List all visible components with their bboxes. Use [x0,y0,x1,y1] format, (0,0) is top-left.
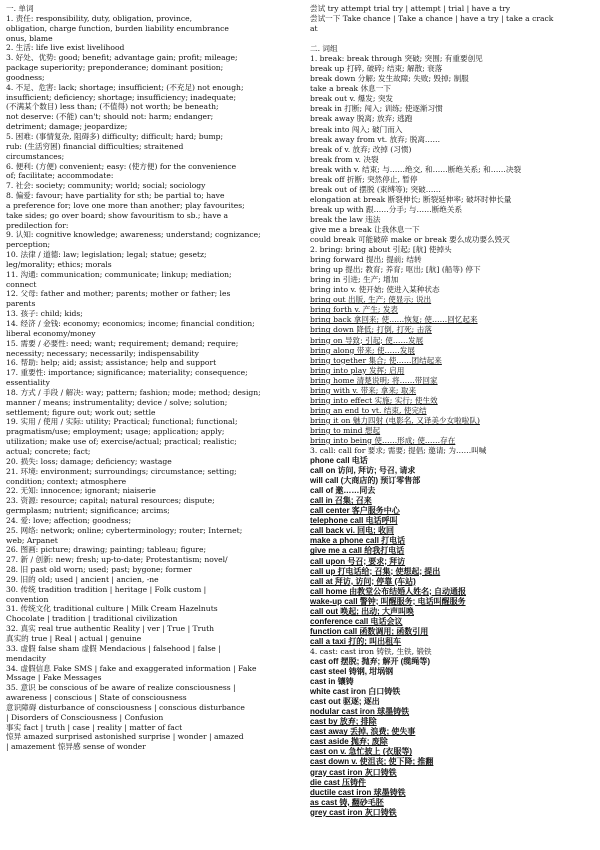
vocabulary-line: of; facilitate; accommodate: [6,171,114,181]
vocabulary-line: take sides; go over board; show favouritism to sb.; have a [6,210,229,220]
phrase-line: break off 折断; 突然停止, 暂停 [310,174,418,184]
phrase-line: cast steel 铸钢, 坩埚钢 [310,667,394,677]
vocabulary-line: 13. 孩子: child; kids; [6,309,83,319]
vocabulary-line: Mssage | Fake Messages [6,673,102,683]
phrase-line: bring in 引进; 生产; 增加 [310,275,399,285]
phrase-line: call a taxi 打的; 叫出租车 [310,636,402,646]
vocabulary-line: insufficient; deficiency; shortage; insufficiency; inadequate; [6,92,237,102]
phrase-line: 尝试 try attempt trial try | attempt | trial | have a try [310,4,511,13]
phrase-line: bring with v. 带来; 拿来; 取来 [310,385,417,395]
phrase-line: 二. 词组 [310,44,338,54]
vocabulary-line: liberal economy/money [6,328,96,338]
vocabulary-line: 意识障碍 disturbance of consciousness | conscious disturbance [6,702,245,712]
phrase-line: bring it on 魅力四射 (电影名, 又译美少女啦啦队) [310,415,480,425]
phrase-line: bring on 导致; 引起; 使……发展 [310,335,424,345]
vocabulary-line: 16. 帮助: help; aid; assist; assistance; help and support [6,358,217,368]
phrase-line: bring into v. 使开始; 使进入某种状态 [310,285,440,295]
vocabulary-line: 6. 便利: (方便) convenient; easy: (使方便) for the convenience [6,161,237,171]
phrase-line: telephone call 电话呼叫 [310,516,398,526]
phrase-line: break up with 跟……分手; 与……断绝关系 [310,204,463,214]
vocabulary-line: 2. 生活: life live exist livelihood [6,43,125,53]
phrase-line: could break 可能破碎 make or break 要么成功要么毁灭 [310,235,510,245]
vocabulary-line: 一. 单词 [6,4,34,13]
vocabulary-line: 11. 沟通: communication; communicate; linkup; mediation; [6,269,232,279]
vocabulary-line: 12. 父母: father and mother; parents; mother or father; les [6,289,231,299]
phrase-line: break out v. 爆发; 突发 [310,94,394,104]
phrase-line: break out of 摆脱 (束缚等); 突破…… [310,184,441,194]
phrase-line: call out 唤起; 出动; 大声叫唤 [310,606,414,616]
phrase-line: cast down v. 使沮丧; 使下降; 推翻 [310,757,434,767]
vocabulary-line: perception; [6,240,51,250]
phrase-line: break away from vt. 放弃; 脱离…… [310,134,441,144]
vocabulary-line: 23. 资源: resource; capital; natural resources; dispute; [6,496,215,506]
phrase-line: call on 访问, 拜访; 号召, 请求 [310,466,416,476]
phrase-line: bring home 清楚说明; 将……带回家 [310,375,438,385]
vocabulary-line: onus, blame [6,33,53,43]
phrase-line: call center 客户服务中心 [310,506,400,516]
vocabulary-line: condition; context; atmosphere [6,476,127,486]
phrase-line: take a break 休息一下 [310,84,391,94]
vocabulary-line: 34. 虚假信息 Fake SMS | fake and exaggerated information | Fake [6,663,257,673]
phrase-line: break up 打碎, 破碎; 结束; 解散; 衰落 [310,64,443,74]
vocabulary-line: predilection for: [6,220,69,230]
vocabulary-line: 8. 偏爱: favour; have partiality for sth; be partial to; have [6,191,225,201]
phrase-line: break with v. 结束; 与……绝交, 和……断绝关系; 和……决裂 [310,164,522,174]
phrase-line: break the law 违法 [310,214,381,224]
phrase-line: conference call 电话会议 [310,616,403,626]
vocabulary-line: 26. 图画: picture; drawing; painting; tableau; figure; [6,545,207,555]
phrase-line: wake-up call 警钟; 叫醒服务; 电话叫醒服务 [310,596,466,606]
phrase-line: bring to mind 想起 [310,425,381,435]
vocabulary-line: 19. 实用 / 使用 / 实际: utility; Practical; functional; functional; [6,417,238,427]
vocabulary-line: 28. 旧 past old worn; used; past; bygone; former [6,565,192,575]
vocabulary-line: rub: (生活穷困) financial difficulties; straitened [6,141,184,151]
vocabulary-line: pragmatism/use; employment; usage; application; apply; [6,427,225,437]
phrase-line: as cast 铸, 翻砂毛胚 [310,797,384,807]
phrase-line: ductile cast iron 球墨铸铁 [310,787,406,797]
phrases-column [310,4,594,818]
phrase-line: cast away 丢掉, 浪费; 使失事 [310,727,416,737]
phrase-line: bring into effect 实施; 实行; 使生效 [310,395,438,405]
phrase-line: bring into play 发挥; 启用 [310,365,405,375]
phrase-line: elongation at break 断裂伸长; 断裂延伸率; 破坏时伸长量 [310,194,512,204]
vocabulary-line: 9. 认知: cognitive knowledge; awareness; understand; cognizance; [6,230,261,240]
vocabulary-column [6,4,302,752]
phrase-line: call back vi. 回电; 收回 [310,526,395,536]
vocabulary-line: 24. 爱: love; affection; goodness; [6,515,132,525]
phrase-line: break down 分解; 发生故障; 失败; 毁掉; 制服 [310,74,469,84]
phrase-line: give me a break 让我休息一下 [310,224,420,234]
vocabulary-line: | Disorders of Consciousness | Confusion [6,712,164,722]
phrase-line: at [310,24,318,34]
vocabulary-line: 27. 新 / 创新: new; fresh; up-to-date; Protestantism; novel/ [6,555,228,565]
phrase-line [310,34,594,44]
phrase-line: bring forward 提出; 提前; 结转 [310,255,422,265]
vocabulary-line: 35. 意识 be conscious of be aware of realize consciousness | [6,683,236,693]
phrase-line: 1. break: break through 突破; 突围; 有重要创见 [310,54,483,64]
phrase-line: bring along 带来; 使……发展 [310,345,415,355]
vocabulary-line: essentiality [6,378,50,388]
vocabulary-line: 21. 环境: environment; surroundings; circumstance; setting; [6,466,237,476]
vocabulary-line: obligation, charge function, burden liability encumbrance [6,23,229,33]
vocabulary-line: not deserve: (不能) can't; should not: harm; endanger; [6,112,214,122]
phrase-line: break in 打断; 闯入; 训练; 使逐渐习惯 [310,104,443,114]
vocabulary-line: 18. 方式 / 手段 / 解决: way; pattern; fashion; mode; method; design; [6,387,261,397]
vocabulary-line: 5. 困难: (事情复杂, 阻碍多) difficulty; difficult; hard; bump; [6,131,224,141]
vocabulary-line: a preference for; love one more than another; play favourites; [6,200,245,210]
phrase-line: nodular cast iron 球墨铸铁 [310,707,410,717]
phrase-line: grey cast iron 灰口铸铁 [310,807,397,817]
vocabulary-line: Chocolate | tradition | traditional civilization [6,614,178,624]
vocabulary-line: 1. 责任: responsibility, duty, obligation, province, [6,13,192,23]
vocabulary-line: package superiority; preponderance; dominant position; [6,63,224,73]
phrase-line: 3. call: call for 要求; 需要; 提倡; 邀请; 为……叫喊 [310,446,487,456]
vocabulary-line: utilization; make use of; exercise/actual; practical; realistic; [6,437,237,447]
phrase-line: break of v. 放弃; 改掉 (习惯) [310,144,412,154]
vocabulary-line: 14. 经济 / 金钱: economy; economics; income; financial condition; [6,319,255,328]
vocabulary-line: 17. 重要性: importance; significance; materiality; consequence; [6,368,248,378]
phrase-line: cast out 驱逐; 逐出 [310,697,380,707]
phrase-line: call of 邀……同去 [310,486,376,496]
phrase-line: call up 打电话给; 召集; 使想起; 提出 [310,566,441,576]
vocabulary-line: 3. 好处、优势: good; benefit; advantage gain; profit; mileage; [6,53,238,63]
phrase-line: cast aside 抛弃; 废除 [310,737,388,747]
vocabulary-line: manner / means; instrumentality; device / solve; solution; [6,397,228,407]
phrase-line: call in 召集; 召来 [310,496,372,506]
vocabulary-line: connect [6,279,37,289]
phrase-line: bring into being 使……形成; 使……存在 [310,435,456,445]
vocabulary-line: 31. 传统文化 traditional culture | Milk Cream Hazelnuts [6,604,218,614]
vocabulary-line: 22. 无知: innocence; ignorant; niaiserie [6,486,156,496]
vocabulary-line: 15. 需要 / 必要性: need; want; requirement; demand; require; [6,338,239,348]
vocabulary-line: 事实 fact | truth | case | reality | matter of fact [6,722,183,732]
vocabulary-line: 30. 传统 tradition tradition | heritage | Folk custom | [6,584,207,594]
phrase-line: call home 由教堂公布结婚人姓名; 自动通报 [310,586,467,596]
vocabulary-line: goodness; [6,72,45,82]
vocabulary-line: actual; concrete; fact; [6,446,91,456]
vocabulary-line: 29. 旧的 old; used | ancient | ancien, -ne [6,574,159,584]
phrase-line: call at 拜访, 访问; 停靠 (车站) [310,576,416,586]
vocabulary-line: web; Arpanet [6,535,58,545]
vocabulary-line: 真实的 true | Real | actual | genuine [6,634,142,643]
vocabulary-line: 惊异 amazed surprised astonished surprise | wonder | amazed [6,732,244,742]
vocabulary-line: 20. 损失: loss; damage; deficiency; wastage [6,456,172,466]
phrase-line: function call 函数调用; 函数引用 [310,626,429,636]
phrase-line: call upon 号召; 要求; 拜访 [310,556,406,566]
phrase-line: give me a call 给我打电话 [310,546,405,556]
vocabulary-line: convention [6,594,49,604]
vocabulary-line: | amazement 惊异感 sense of wonder [6,742,146,752]
phrase-line: break from v. 决裂 [310,154,379,164]
phrase-line: bring together 集合; 使……团结起来 [310,355,442,365]
phrase-line: cast in 镶铸 [310,677,354,687]
vocabulary-line: 4. 不足、危害: lack; shortage; insufficient; (不充足) not enough; [6,82,244,92]
phrase-line: bring an end to vt. 结束, 使完结 [310,405,427,415]
vocabulary-line: 32. 真实 real true authentic Reality | ver | True | Truth [6,624,215,634]
phrase-line: cast on v. 急忙披上 (衣服等) [310,747,413,757]
phrase-line: will call (大商店的) 预订零售部 [310,476,421,486]
vocabulary-line: awareness | conscious | State of consciousness [6,693,187,703]
vocabulary-line: circumstances; [6,151,65,161]
vocabulary-line: leg/morality; ethics; morals [6,259,112,269]
phrase-line: bring back 拿回来; 使……恢复; 使……回忆起来 [310,315,478,325]
phrase-line: break away 脱离; 放弃; 逃跑 [310,114,413,124]
phrase-line: bring up 提出; 教育; 养育; 呕出; [航] (船等) 停下 [310,265,481,275]
vocabulary-line: 33. 虚假 false sham 虚假 Mendacious | falsehood | false | [6,643,221,653]
phrase-line: white cast iron 白口铸铁 [310,687,401,697]
vocabulary-line: mendacity [6,653,46,663]
vocabulary-line: germplasm; nutrient; significance; arcims; [6,506,170,516]
phrase-line: bring out 出版, 生产; 使显示; 说出 [310,295,432,305]
phrase-line: gray cast iron 灰口铸铁 [310,767,397,777]
phrase-line: 2. bring: bring about 引起; [航] 使掉头 [310,245,452,255]
vocabulary-line: 25. 网络: network; online; cyberterminology; router; Internet; [6,525,243,535]
phrase-line: break into 闯入; 破门而入 [310,124,403,134]
vocabulary-line: (不满某个数目) less than; (不值得) not worth; be beneath; [6,102,219,112]
vocabulary-line: parents [6,299,36,309]
vocabulary-line: 10. 法律 / 道德: law; legislation; legal; statue; gesetz; [6,250,207,260]
phrase-line: cast off 摆脱; 抛弃; 解开 (缆绳等) [310,657,430,666]
vocabulary-line: necessity; necessary; necessarily; indispensability [6,348,199,358]
phrase-line: bring down 降低; 打倒, 打死; 击落 [310,325,432,335]
vocabulary-line: detriment; damage; jeopardize; [6,122,128,132]
phrase-line: 尝试一下 Take chance | Take a chance | have a try | take a crack [310,14,554,24]
vocabulary-line: settlement; figure out; work out; settle [6,407,156,417]
phrase-line: cast by 放弃; 排除 [310,717,377,727]
phrase-line: die cast 压铸件 [310,777,367,787]
phrase-line: phone call 电话 [310,456,368,466]
vocabulary-line: 7. 社会: society; community; world; social; sociology [6,181,206,191]
phrase-line: make a phone call 打电话 [310,536,406,546]
phrase-line: bring forth v. 产生; 发表 [310,305,399,315]
phrase-line: 4. cast: cast iron 铸铁, 生铁, 锻铁 [310,646,432,656]
